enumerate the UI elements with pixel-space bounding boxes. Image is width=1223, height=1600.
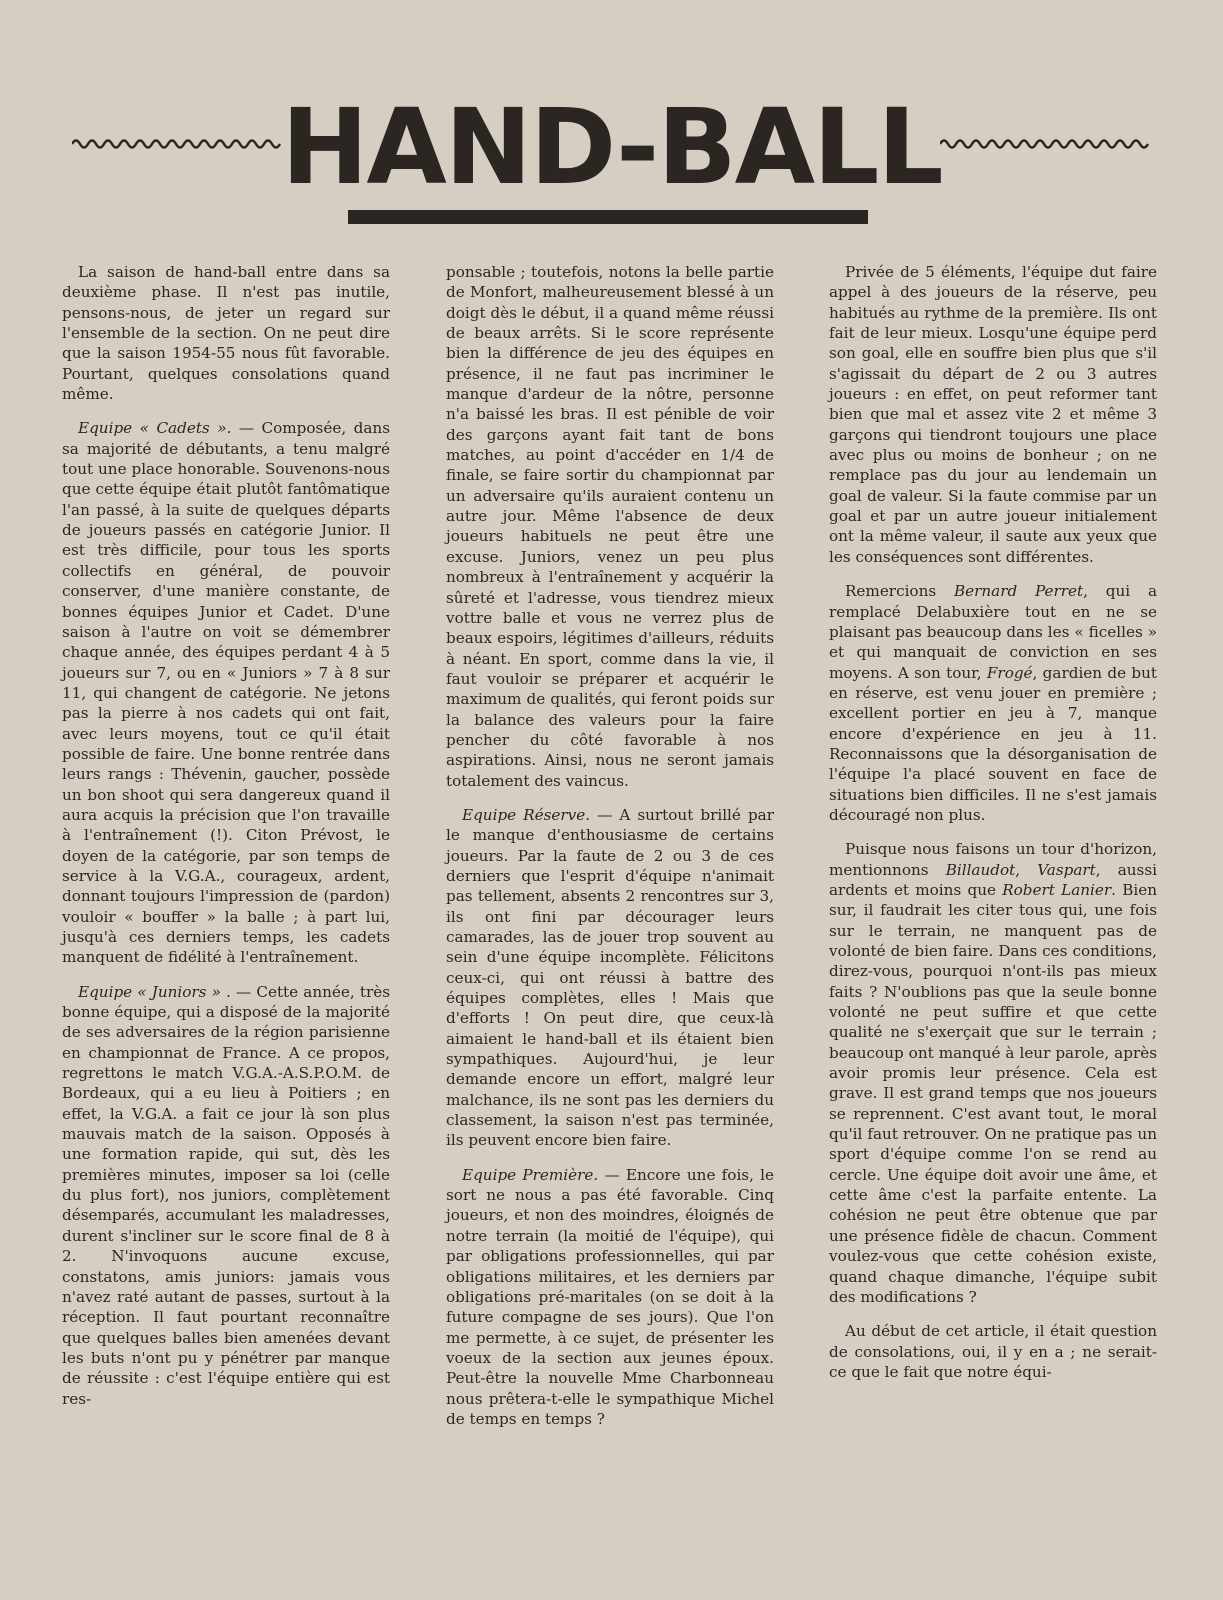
title-underline-bar (348, 210, 868, 224)
player-name: Vaspart (1037, 860, 1096, 879)
paragraph-juniors: Equipe « Juniors » . — Cette année, très bonne équipe, qui a disposé de la majorité de ses adversaires de la région parisienne en championnat de France. A ce propos, regrettons le match V.G.A.-A.S.P.O.M. de Bordeaux, qui a eu lieu à Poitiers ; en effet, la V.G.A. a fait ce jour là son plus mauvais match de la saison. Opposés à une formation rapide, qui sut, dès les premières minutes, imposer sa loi (celle du plus fort), nos juniors, complètement désemparés, accumulant les maladresses, durent s'incliner sur le score final de 8 à 2. N'invoquons aucune excuse, constatons, amis juniors: jamais vous n'avez raté autant de passes, surtout à la réception. Il faut pourtant reconnaître que quelques balles bien amenées devant les buts n'ont pu y pénétrer par manque de réussite : c'est l'équipe entière qui est res- (62, 982, 390, 1408)
column-2 (446, 262, 774, 1429)
paragraph-juniors-continued: ponsable ; toutefois, notons la belle partie de Monfort, malheureusement blessé à un doigt dès le début, il a quand même réussi de beaux arrêts. Si le score représente bien la différence de jeu des équipes en présence, il ne faut pas incriminer le manque d'ardeur de la nôtre, personne n'a baissé les bras. Il est pénible de voir des garçons ayant fait tant de bons matches, au point d'accéder en 1/4 de finale, se faire sortir du championnat par un adversaire qu'ils auraient contenu un autre jour. Même l'absence de deux joueurs habituels ne peut être une excuse. Juniors, venez un peu plus nombreux à l'entraînement y acquérir la sûreté et l'adresse, vous tiendrez mieux vottre balle et vous ne verrez plus de beaux espoirs, légitimes d'ailleurs, réduits à néant. En sport, comme dans la vie, il faut vouloir se préparer et acquérir le maximum de qualités, qui feront poids sur la balance des valeurs pour la faire pencher du côté favorable à nos aspirations. Ainsi, nous ne seront jamais totalement des vaincus. (446, 263, 774, 790)
player-name: Bernard Perret (953, 582, 1084, 601)
section-label-premiere: Equipe Première. (462, 1165, 599, 1184)
player-name: Robert Lanier (1002, 880, 1112, 899)
paragraph-reserve: Equipe Réserve. — A surtout brillé par le manque d'enthousiasme de certains joueurs. Par la faute de 2 ou 3 de ces derniers que l'esprit d'équipe n'animait pas tellement, absents 2 rencontres sur 3, ils ont fini par décourager leurs camarades, las de jouer trop souvent au sein d'une équipe incomplète. Félicitons ceux-ci, qui ont réussi à battre des équipes complètes, elles ! Mais que d'efforts ! On peut dire, que ceux-là aimaient le hand-ball et ils étaient bien sympathiques. Aujourd'hui, je leur demande encore un effort, malgré leur malchance, ils ne sont pas les derniers du classement, la saison n'est pas terminée, ils peuvent encore bien faire. (446, 805, 774, 1150)
player-name: Frogé (986, 663, 1033, 682)
paragraph-conclusion: Au début de cet article, il était question de consolations, oui, il y en a ; ne serait-ce que le fait que notre équi- (829, 1322, 1157, 1381)
paragraph-premiere: Equipe Première. — Encore une fois, le sort ne nous a pas été favorable. Cinq joueurs, et non des moindres, éloignés de notre terrain (la moitié de l'équipe), qui par obligations professionnelles, qui par obligations militaires, et les derniers par obligations pré-maritales (on se doit à la future compagne de ses jours). Que l'on me permette, à ce sujet, de présenter les voeux de la section aux jeunes époux. Peut-être la nouvelle Mme Charbonneau nous prêtera-t-elle le sympathique Michel de temps en temps ? (446, 1165, 775, 1428)
column-1 (62, 262, 390, 1409)
right-squiggle-ornament (940, 137, 1150, 151)
paragraph-intro: La saison de hand-ball entre dans sa deuxième phase. Il n'est pas inutile, pensons-nous, de jeter un regard sur l'ensemble de la section. On ne peut dire que la saison 1954-55 nous fût favorable. Pourtant, quelques consolations quand même. (62, 263, 390, 404)
article-body (0, 262, 1223, 1592)
player-name: Billaudot (945, 860, 1016, 879)
paragraph-thanks: Remercions Bernard Perret, qui a remplacé Delabuxière tout en ne se plaisant pas beaucoup dans les « ficelles » et qui manquait de conviction en ses moyens. A son tour, Frogé, gardien de but en réserve, est venu jouer en première ; excellent portier en jeu à 7, manque encore d'expérience en jeu à 11. Reconnaissons que la désorganisation de l'équipe l'a placé souvent en face de situations bien difficiles. Il ne s'est jamais découragé non plus. (829, 582, 1157, 824)
page-title: HAND-BALL (281, 86, 942, 208)
paragraph-tour-horizon: Puisque nous faisons un tour d'horizon, mentionnons Billaudot, Vaspart, aussi ardents et moins que Robert Lanier. Bien sur, il faudrait les citer tous qui, une fois sur le terrain, ne manquent pas de volonté de bien faire. Dans ces conditions, direz-vous, pourquoi n'ont-ils pas mieux faits ? N'oublions pas que la seule bonne volonté ne peut suffire et que cette qualité ne s'exerçait que sur le terrain ; beaucoup ont manqué à leur parole, après avoir promis leur présence. Cela est grave. Il est grand temps que nos joueurs se reprennent. C'est avant tout, le moral qu'il faut retrouver. On ne pratique pas un sport d'équipe comme l'on se rend au cercle. Une équipe doit avoir une âme, et cette âme c'est la parfaite entente. La cohésion ne peut être obtenue que par une présence fidèle de chacun. Comment voulez-vous que cette cohésion existe, quand chaque dimanche, l'équipe subit des modifications ? (829, 840, 1158, 1306)
paragraph-premiere-continued: Privée de 5 éléments, l'équipe dut faire appel à des joueurs de la réserve, peu habitués au rythme de la première. Ils ont fait de leur mieux. Losqu'une équipe perd son goal, elle en souffre bien plus que s'il s'agissait du départ de 2 ou 3 autres joueurs : en effet, on peut reformer tant bien que mal et assez vite 2 et même 3 garçons qui tiendront toujours une place avec plus ou moins de bonheur ; on ne remplace pas du jour au lendemain un goal de valeur. Si la faute commise par un goal et par un autre joueur initialement ont la même valeur, il saute aux yeux que les conséquences sont différentes. (829, 263, 1157, 566)
section-label-juniors: Equipe « Juniors » . (78, 982, 231, 1001)
paragraph-cadets: Equipe « Cadets ». — Composée, dans sa majorité de débutants, a tenu malgré tout une place honorable. Souvenons-nous que cette équipe était plutôt fantômatique l'an passé, à la suite de quelques départs de joueurs passés en catégorie Junior. Il est très difficile, pour tous les sports collectifs en général, de pouvoir conserver, d'une manière constante, de bonnes équipes Junior et Cadet. D'une saison à l'autre on voit se démembrer chaque année, des équipes perdant 4 à 5 joueurs sur 7, ou en « Juniors » 7 à 8 sur 11, qui changent de catégorie. Ne jetons pas la pierre à nos cadets qui ont fait, avec leurs moyens, tout ce qu'il était possible de faire. Une bonne rentrée dans leurs rangs : Thévenin, gaucher, possède un bon shoot qui sera dangereux quand il aura acquis la précision que l'on travaille à l'entraînement (!). Citon Prévost, le doyen de la catégorie, par son temps de service à la V.G.A., courageux, ardent, donnant toujours l'impression de (pardon) vouloir « bouffer » la balle ; à part lui, jusqu'à ces derniers temps, les cadets manquent de fidélité à l'entraînement. (62, 419, 390, 967)
section-label-reserve: Equipe Réserve. (462, 805, 591, 824)
section-label-cadets: Equipe « Cadets ». (78, 419, 232, 438)
article-header (0, 86, 1223, 235)
column-3 (829, 262, 1157, 1382)
